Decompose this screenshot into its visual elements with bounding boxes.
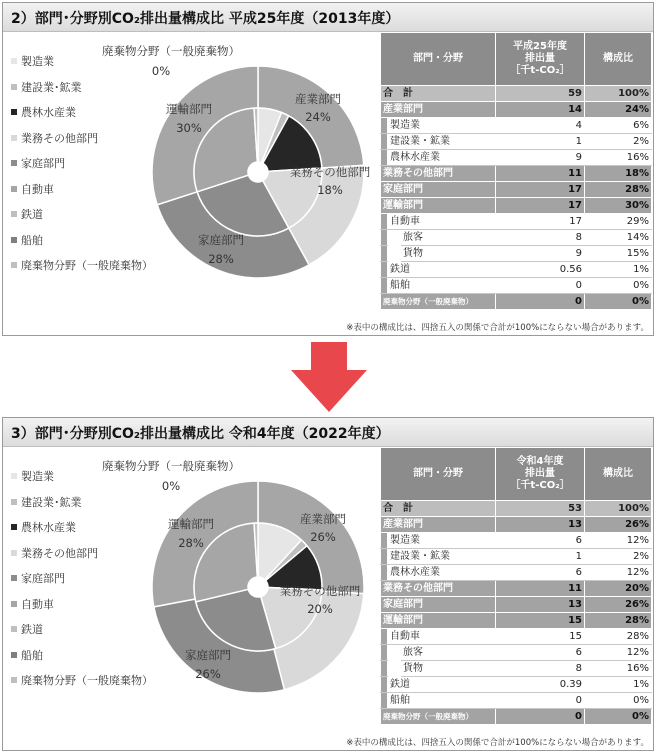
legend-label: 業務その他部門 — [21, 131, 98, 145]
row-value: 15 — [496, 629, 585, 645]
legend-label: 製造業 — [21, 55, 54, 68]
table-row — [381, 134, 652, 150]
row-value: 4 — [496, 118, 585, 134]
row-value: 0.56 — [496, 262, 585, 278]
table-row — [381, 150, 652, 166]
row-indent — [381, 246, 388, 262]
row-label: 家庭部門 — [381, 597, 496, 613]
row-value: 11 — [496, 166, 585, 182]
row-label: 製造業 — [388, 533, 496, 549]
row-value: 6 — [496, 565, 585, 581]
row-indent — [388, 246, 401, 262]
table-row — [381, 246, 652, 262]
row-label: 自動車 — [388, 629, 496, 645]
row-label: 運輸部門 — [381, 613, 496, 629]
row-share: 24% — [585, 102, 652, 118]
row-share: 26% — [585, 517, 652, 533]
row-share: 29% — [585, 214, 652, 230]
row-indent — [388, 645, 401, 661]
row-indent — [381, 230, 388, 246]
panel-title: 3）部門･分野別CO₂排出量構成比 令和4年度（2022年度） — [11, 426, 390, 442]
legend-label: 船舶 — [21, 648, 43, 662]
row-label: 貨物 — [401, 661, 496, 677]
table-header-row — [381, 448, 652, 501]
table-row — [381, 613, 652, 629]
legend-label: 鉄道 — [21, 623, 43, 636]
row-indent — [381, 693, 388, 709]
table-header: 構成比 — [585, 33, 652, 86]
row-value: 13 — [496, 597, 585, 613]
row-value: 8 — [496, 230, 585, 246]
row-indent — [381, 118, 388, 134]
table-row — [381, 549, 652, 565]
table-row — [381, 565, 652, 581]
row-share: 1% — [585, 677, 652, 693]
table-row — [381, 597, 652, 613]
legend-label: 家庭部門 — [21, 157, 65, 170]
table-row — [381, 294, 652, 310]
row-label: 貨物 — [401, 246, 496, 262]
table-row — [381, 262, 652, 278]
slice-label: 運輸部門 — [168, 517, 214, 531]
row-label: 鉄道 — [388, 262, 496, 278]
row-share: 18% — [585, 166, 652, 182]
pie-center — [248, 162, 268, 182]
slice-label: 30% — [176, 121, 202, 135]
table-row — [381, 677, 652, 693]
table-row — [381, 533, 652, 549]
row-share: 16% — [585, 661, 652, 677]
row-label: 建設業・鉱業 — [388, 549, 496, 565]
chart-panel-2022 — [2, 417, 654, 751]
table-row — [381, 230, 652, 246]
row-share: 0% — [585, 294, 652, 310]
row-indent — [381, 629, 388, 645]
legend-label: 鉄道 — [21, 208, 43, 221]
row-share: 15% — [585, 246, 652, 262]
row-share: 20% — [585, 581, 652, 597]
table-row — [381, 278, 652, 294]
row-value: 0 — [496, 709, 585, 725]
slice-label: 26% — [195, 667, 221, 681]
row-share: 28% — [585, 182, 652, 198]
row-value: 0 — [496, 693, 585, 709]
row-indent — [381, 214, 388, 230]
legend-label: 家庭部門 — [21, 572, 65, 585]
slice-label: 28% — [208, 252, 234, 266]
slice-label: 廃棄物分野（一般廃棄物） — [102, 44, 240, 58]
row-label: 船舶 — [388, 278, 496, 294]
table-header: 部門・分野 — [381, 448, 496, 501]
table-row — [381, 709, 652, 725]
row-share: 0% — [585, 709, 652, 725]
row-value: 14 — [496, 102, 585, 118]
row-indent — [388, 661, 401, 677]
chart-panel-2013 — [2, 2, 654, 336]
table-row — [381, 581, 652, 597]
row-share: 26% — [585, 597, 652, 613]
row-label: 製造業 — [388, 118, 496, 134]
row-value: 9 — [496, 150, 585, 166]
row-indent — [381, 549, 388, 565]
slice-label: 26% — [310, 530, 336, 544]
pie-chart — [3, 418, 383, 752]
row-value: 17 — [496, 214, 585, 230]
legend-label: 農林水産業 — [21, 106, 76, 119]
row-label: 合 計 — [381, 501, 496, 517]
table-row — [381, 198, 652, 214]
table-row — [381, 693, 652, 709]
slice-label: 28% — [178, 536, 204, 550]
row-share: 16% — [585, 150, 652, 166]
table-row — [381, 517, 652, 533]
legend-label: 農林水産業 — [21, 521, 76, 534]
row-label: 業務その他部門 — [381, 166, 496, 182]
row-share: 12% — [585, 533, 652, 549]
row-value: 0.39 — [496, 677, 585, 693]
row-value: 1 — [496, 134, 585, 150]
table-header: 令和4年度 排出量 ［千t-CO₂］ — [496, 448, 585, 501]
table-row — [381, 645, 652, 661]
legend-label: 船舶 — [21, 233, 43, 247]
slice-label: 0% — [151, 64, 171, 78]
row-label: 自動車 — [388, 214, 496, 230]
row-value: 15 — [496, 613, 585, 629]
panel-title: 2）部門･分野別CO₂排出量構成比 平成25年度（2013年度） — [11, 11, 400, 27]
row-share: 6% — [585, 118, 652, 134]
table-row — [381, 661, 652, 677]
row-value: 0 — [496, 294, 585, 310]
row-indent — [381, 134, 388, 150]
row-share: 14% — [585, 230, 652, 246]
table-header: 構成比 — [585, 448, 652, 501]
row-label: 船舶 — [388, 693, 496, 709]
down-arrow-icon — [291, 342, 367, 412]
row-indent — [381, 677, 388, 693]
slice-label: 18% — [317, 183, 343, 197]
row-value: 11 — [496, 581, 585, 597]
row-value: 0 — [496, 278, 585, 294]
row-share: 30% — [585, 198, 652, 214]
row-label: 廃棄物分野（一般廃棄物） — [381, 294, 496, 310]
legend-label: 建設業･鉱業 — [21, 80, 82, 94]
row-share: 12% — [585, 565, 652, 581]
row-label: 運輸部門 — [381, 198, 496, 214]
row-indent — [381, 661, 388, 677]
row-share: 100% — [585, 86, 652, 102]
pie-center — [248, 577, 268, 597]
legend-label: 業務その他部門 — [21, 546, 98, 560]
row-label: 業務その他部門 — [381, 581, 496, 597]
row-indent — [381, 150, 388, 166]
row-share: 28% — [585, 613, 652, 629]
table-row — [381, 166, 652, 182]
row-value: 6 — [496, 533, 585, 549]
row-label: 家庭部門 — [381, 182, 496, 198]
row-value: 9 — [496, 246, 585, 262]
table-header: 平成25年度 排出量 ［千t-CO₂］ — [496, 33, 585, 86]
table-row — [381, 102, 652, 118]
row-share: 0% — [585, 693, 652, 709]
row-indent — [388, 230, 401, 246]
row-value: 53 — [496, 501, 585, 517]
table-row — [381, 629, 652, 645]
row-indent — [381, 645, 388, 661]
pie-chart — [3, 3, 383, 337]
legend-label: 廃棄物分野（一般廃棄物） — [21, 259, 153, 272]
table-header-row — [381, 33, 652, 86]
emission-table — [380, 447, 652, 725]
table-header: 部門・分野 — [381, 33, 496, 86]
row-label: 合 計 — [381, 86, 496, 102]
slice-label: 産業部門 — [295, 92, 341, 106]
slice-label: 産業部門 — [300, 512, 346, 526]
legend-label: 製造業 — [21, 470, 54, 483]
table-row — [381, 214, 652, 230]
row-label: 産業部門 — [381, 102, 496, 118]
row-label: 建設業・鉱業 — [388, 134, 496, 150]
slice-label: 20% — [307, 602, 333, 616]
row-share: 2% — [585, 549, 652, 565]
row-label: 農林水産業 — [388, 150, 496, 166]
row-value: 13 — [496, 517, 585, 533]
row-share: 1% — [585, 262, 652, 278]
row-indent — [381, 278, 388, 294]
row-share: 12% — [585, 645, 652, 661]
table-row — [381, 86, 652, 102]
slice-label: 0% — [161, 479, 181, 493]
row-indent — [381, 565, 388, 581]
row-label: 産業部門 — [381, 517, 496, 533]
row-indent — [381, 533, 388, 549]
slice-label: 運輸部門 — [166, 102, 212, 116]
legend-label: 廃棄物分野（一般廃棄物） — [21, 674, 153, 687]
table-note: ※表中の構成比は、四捨五入の関係で合計が100%にならない場合があります。 — [346, 738, 649, 748]
slice-label: 廃棄物分野（一般廃棄物） — [102, 459, 240, 473]
row-value: 17 — [496, 182, 585, 198]
row-share: 0% — [585, 278, 652, 294]
legend-label: 自動車 — [21, 182, 54, 196]
table-row — [381, 118, 652, 134]
row-label: 旅客 — [401, 645, 496, 661]
slice-label: 家庭部門 — [185, 648, 231, 662]
row-label: 廃棄物分野（一般廃棄物） — [381, 709, 496, 725]
table-row — [381, 182, 652, 198]
slice-label: 業務その他部門 — [279, 584, 361, 598]
emission-table — [380, 32, 652, 310]
legend-label: 自動車 — [21, 597, 54, 611]
row-value: 17 — [496, 198, 585, 214]
legend-label: 建設業･鉱業 — [21, 495, 82, 509]
row-share: 100% — [585, 501, 652, 517]
slice-label: 業務その他部門 — [289, 165, 371, 179]
row-value: 1 — [496, 549, 585, 565]
row-indent — [381, 262, 388, 278]
table-note: ※表中の構成比は、四捨五入の関係で合計が100%にならない場合があります。 — [346, 323, 649, 333]
row-label: 鉄道 — [388, 677, 496, 693]
row-label: 旅客 — [401, 230, 496, 246]
row-value: 59 — [496, 86, 585, 102]
slice-label: 家庭部門 — [198, 233, 244, 247]
row-value: 6 — [496, 645, 585, 661]
row-value: 8 — [496, 661, 585, 677]
row-share: 28% — [585, 629, 652, 645]
table-row — [381, 501, 652, 517]
row-share: 2% — [585, 134, 652, 150]
row-label: 農林水産業 — [388, 565, 496, 581]
slice-label: 24% — [305, 110, 331, 124]
